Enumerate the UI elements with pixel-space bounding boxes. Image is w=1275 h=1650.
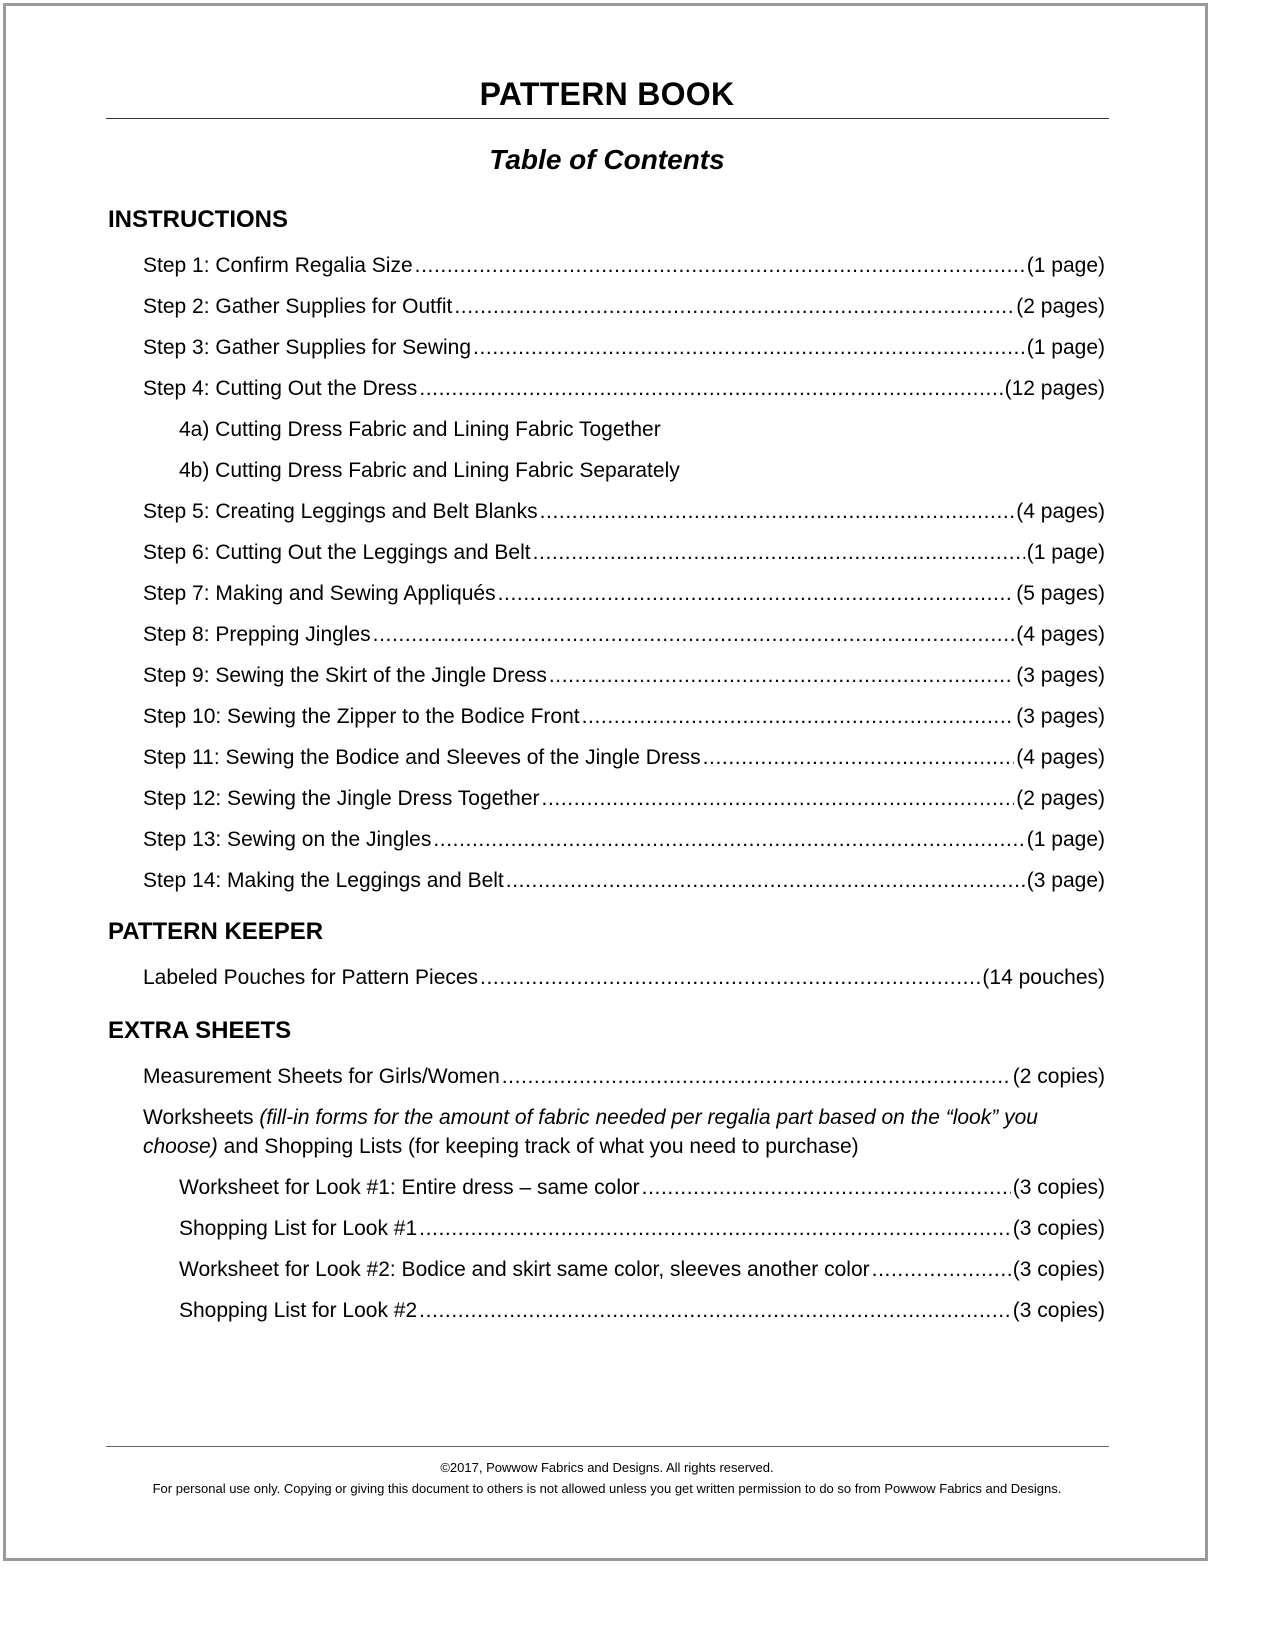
dot-leader: [506, 867, 1025, 895]
toc-entry-page-count: (3 pages): [1016, 705, 1105, 728]
section-heading-instructions: INSTRUCTIONS: [108, 206, 288, 233]
footer-notice: For personal use only. Copying or giving this document to others is not allowed unless you get written permission to do so from Powwow Fabrics and Designs.: [152, 1481, 1062, 1496]
document-title: PATTERN BOOK: [479, 76, 735, 112]
toc-entry-label: Step 14: Making the Leggings and Belt: [143, 869, 504, 892]
toc-entry-step-8: [143, 621, 1105, 649]
toc-entry-label: Measurement Sheets for Girls/Women: [143, 1065, 500, 1088]
dot-leader: [415, 252, 1025, 280]
dot-leader: [533, 539, 1025, 567]
toc-entry-step-14: [143, 867, 1105, 895]
toc-entry-page-count: (5 pages): [1016, 582, 1105, 605]
toc-entry-label: Step 10: Sewing the Zipper to the Bodice Front: [143, 705, 580, 728]
dot-leader: [419, 1215, 1011, 1243]
dot-leader: [642, 1174, 1011, 1202]
toc-entry-page-count: (3 copies): [1012, 1299, 1105, 1322]
toc-entry-page-count: (3 copies): [1012, 1258, 1105, 1281]
dot-leader: [582, 703, 1015, 731]
toc-entry-shopping-list-look-1: [179, 1215, 1105, 1243]
toc-entry-step-7: [143, 580, 1105, 608]
toc-entry-label: Step 8: Prepping Jingles: [143, 623, 371, 646]
dot-leader: [454, 293, 1014, 321]
dot-leader: [502, 1063, 1011, 1091]
worksheets-note: (fill-in forms for the amount of fabric needed per regalia part based on the “look” you choose): [143, 1106, 1038, 1158]
toc-entry-shopping-list-look-2: [179, 1297, 1105, 1325]
toc-entry-label: Step 11: Sewing the Bodice and Sleeves of the Jingle Dress: [143, 746, 701, 769]
toc-entry-label: Worksheet for Look #1: Entire dress – same color: [179, 1176, 640, 1199]
worksheets-description: [143, 1103, 1103, 1161]
toc-entry-page-count: (1 page): [1026, 336, 1105, 359]
dot-leader: [480, 964, 980, 992]
toc-entry-page-count: (14 pouches): [982, 966, 1105, 989]
toc-entry-label: Labeled Pouches for Pattern Pieces: [143, 966, 479, 989]
toc-entry-step-10: [143, 703, 1105, 731]
toc-entry-page-count: (3 pages): [1016, 664, 1105, 687]
toc-entry-label: Step 7: Making and Sewing Appliqués: [143, 582, 496, 605]
section-heading-pattern-keeper: PATTERN KEEPER: [108, 918, 324, 945]
toc-entry-label: Step 3: Gather Supplies for Sewing: [143, 336, 472, 359]
toc-entry-page-count: (2 pages): [1016, 295, 1105, 318]
toc-entry-label: Step 2: Gather Supplies for Outfit: [143, 295, 453, 318]
toc-entry-label: Shopping List for Look #1: [179, 1217, 418, 1240]
toc-entry-label: Shopping List for Look #2: [179, 1299, 418, 1322]
title-divider: [106, 118, 1109, 119]
toc-entry-label: Step 6: Cutting Out the Leggings and Belt: [143, 541, 531, 564]
dot-leader: [373, 621, 1015, 649]
toc-entry-label: Step 13: Sewing on the Jingles: [143, 828, 432, 851]
dot-leader: [703, 744, 1015, 772]
worksheets-rest: and Shopping Lists (for keeping track of what you need to purchase): [223, 1135, 859, 1158]
toc-entry-page-count: (12 pages): [1004, 377, 1105, 400]
toc-entry-step-6: [143, 539, 1105, 567]
toc-entry-label: Step 4: Cutting Out the Dress: [143, 377, 418, 400]
toc-entry-step-5: [143, 498, 1105, 526]
toc-entry-step-4: [143, 375, 1105, 403]
dot-leader: [498, 580, 1015, 608]
toc-entry-step-2: [143, 293, 1105, 321]
dot-leader: [549, 662, 1014, 690]
dot-leader: [542, 785, 1015, 813]
toc-entry-label: Step 5: Creating Leggings and Belt Blanks: [143, 500, 538, 523]
toc-entry-page-count: (2 copies): [1012, 1065, 1105, 1088]
toc-entry-step-1: [143, 252, 1105, 280]
toc-entry-page-count: (1 page): [1026, 254, 1105, 277]
toc-entry-page-count: (3 copies): [1012, 1217, 1105, 1240]
toc-entry-label: Step 12: Sewing the Jingle Dress Together: [143, 787, 540, 810]
toc-entry-measurement-sheets: [143, 1063, 1105, 1091]
dot-leader: [419, 375, 1002, 403]
toc-entry-step-3: [143, 334, 1105, 362]
footer-divider: [106, 1446, 1109, 1447]
dot-leader: [872, 1256, 1011, 1284]
toc-entry-page-count: (4 pages): [1016, 623, 1105, 646]
dot-leader: [419, 1297, 1011, 1325]
toc-entry-page-count: (3 copies): [1012, 1176, 1105, 1199]
toc-entry-labeled-pouches: [143, 964, 1105, 992]
toc-entry-step-11: [143, 744, 1105, 772]
toc-entry-step-13: [143, 826, 1105, 854]
dot-leader: [433, 826, 1024, 854]
toc-entry-step-9: [143, 662, 1105, 690]
toc-entry-label: Step 1: Confirm Regalia Size: [143, 254, 413, 277]
toc-entry-worksheet-look-1: [179, 1174, 1105, 1202]
toc-entry-label: Step 9: Sewing the Skirt of the Jingle Dress: [143, 664, 547, 687]
toc-entry-page-count: (1 page): [1026, 541, 1105, 564]
worksheets-intro: Worksheets: [143, 1106, 254, 1129]
toc-entry-label: Worksheet for Look #2: Bodice and skirt same color, sleeves another color: [179, 1258, 870, 1281]
footer-copyright: ©2017, Powwow Fabrics and Designs. All rights reserved.: [440, 1460, 774, 1475]
toc-subentry-4b: 4b) Cutting Dress Fabric and Lining Fabric Separately: [179, 459, 680, 482]
toc-entry-page-count: (1 page): [1026, 828, 1105, 851]
dot-leader: [540, 498, 1015, 526]
toc-subentry-4a: 4a) Cutting Dress Fabric and Lining Fabric Together: [179, 418, 661, 441]
toc-entry-step-12: [143, 785, 1105, 813]
toc-entry-worksheet-look-2: [179, 1256, 1105, 1284]
document-subtitle: Table of Contents: [489, 144, 725, 175]
toc-entry-page-count: (2 pages): [1016, 787, 1105, 810]
section-heading-extra-sheets: EXTRA SHEETS: [108, 1017, 292, 1044]
toc-entry-page-count: (3 page): [1026, 869, 1105, 892]
dot-leader: [473, 334, 1025, 362]
toc-entry-page-count: (4 pages): [1016, 500, 1105, 523]
toc-entry-page-count: (4 pages): [1016, 746, 1105, 769]
